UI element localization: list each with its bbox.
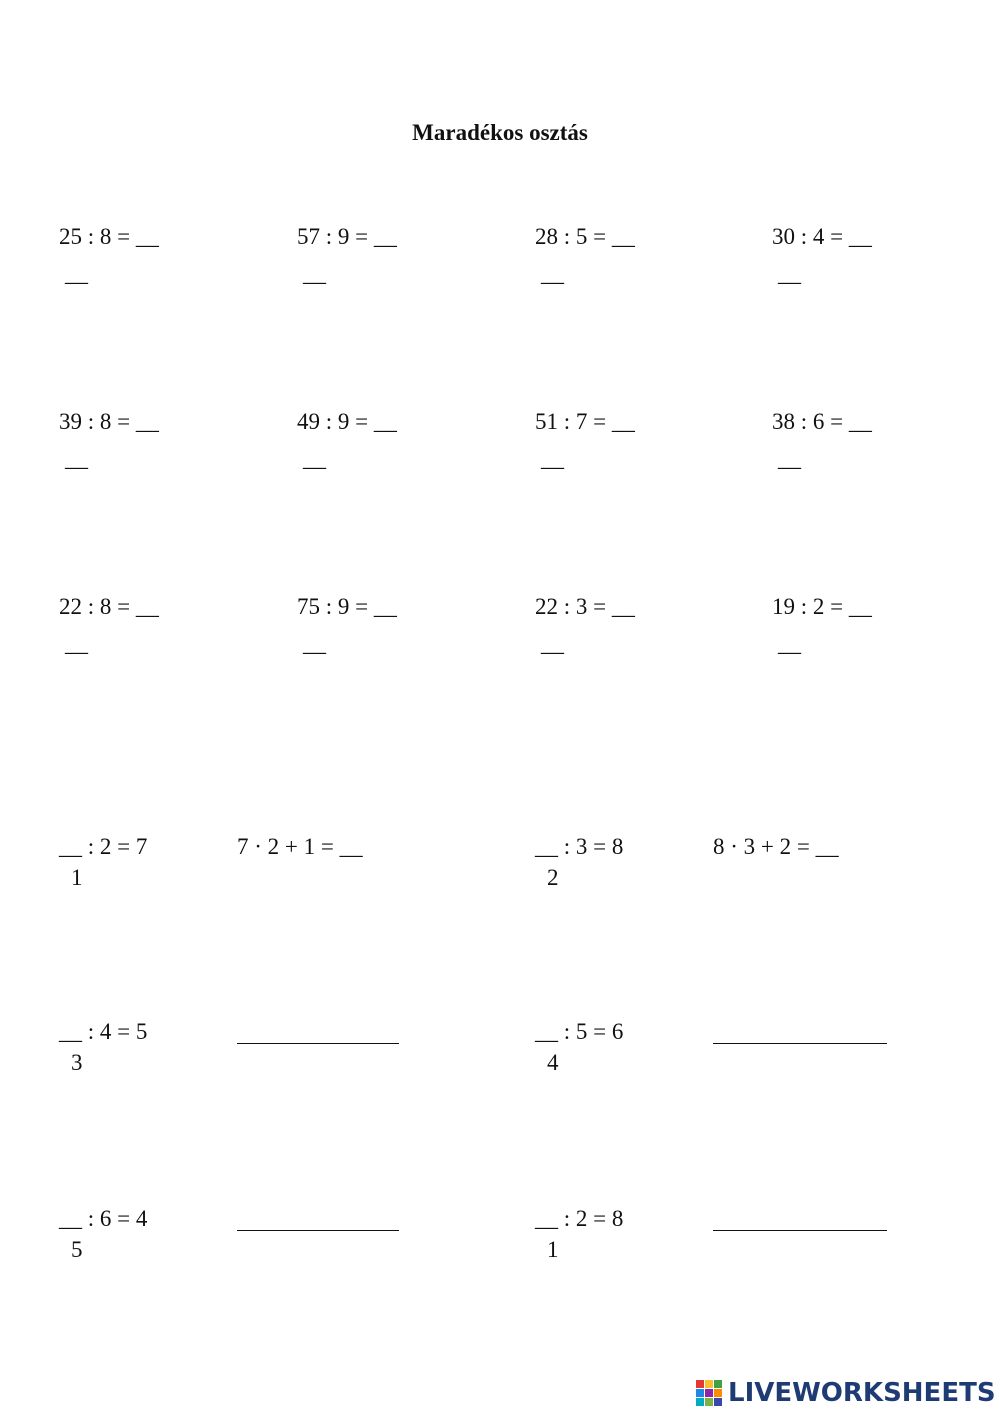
remainder-blank[interactable]: __ [303, 261, 326, 286]
exercise-text: : 2 = 8 [558, 1206, 624, 1231]
reverse-division-exercise [535, 835, 623, 858]
remainder-number: 2 [547, 865, 559, 890]
logo-tile [714, 1380, 722, 1388]
remainder-blank[interactable]: __ [65, 446, 88, 471]
division-exercise: 38 : 6 = __ [772, 409, 872, 434]
remainder-blank[interactable]: __ [303, 446, 326, 471]
remainder-blank[interactable]: __ [541, 446, 564, 471]
logo-tile [705, 1389, 713, 1397]
division-exercise: 30 : 4 = __ [772, 224, 872, 249]
reverse-division-exercise [535, 1020, 623, 1043]
exercise-text: : 6 = 4 [82, 1206, 148, 1231]
remainder-blank[interactable]: __ [65, 261, 88, 286]
remainder-blank[interactable]: __ [303, 631, 326, 656]
reverse-division-exercise [535, 1207, 623, 1230]
exercise-text: : 3 = 8 [558, 834, 624, 859]
check-answer-line[interactable] [237, 1043, 399, 1044]
reverse-division-exercise [59, 1207, 147, 1230]
exercise-text: : 5 = 6 [558, 1019, 624, 1044]
reverse-division-exercise [59, 1020, 147, 1043]
logo-tile [714, 1398, 722, 1406]
remainder-number: 1 [547, 1237, 559, 1262]
division-exercise: 28 : 5 = __ [535, 224, 635, 249]
dividend-blank[interactable]: __ [535, 834, 558, 859]
remainder-number: 1 [71, 865, 83, 890]
exercise-text: : 2 = 7 [82, 834, 148, 859]
division-exercise: 22 : 3 = __ [535, 594, 635, 619]
dividend-blank[interactable]: __ [535, 1206, 558, 1231]
remainder-blank[interactable]: __ [778, 631, 801, 656]
remainder-blank[interactable]: __ [541, 261, 564, 286]
division-exercise: 49 : 9 = __ [297, 409, 397, 434]
logo-tile [714, 1389, 722, 1397]
check-exercise[interactable]: 7 · 2 + 1 = __ [237, 834, 363, 859]
remainder-number: 3 [71, 1050, 83, 1075]
check-exercise[interactable]: 8 · 3 + 2 = __ [713, 834, 839, 859]
division-exercise: 19 : 2 = __ [772, 594, 872, 619]
remainder-blank[interactable]: __ [65, 631, 88, 656]
check-answer-line[interactable] [237, 1230, 399, 1231]
logo-tile [705, 1398, 713, 1406]
reverse-division-exercise [59, 835, 147, 858]
division-exercise: 75 : 9 = __ [297, 594, 397, 619]
division-exercise: 25 : 8 = __ [59, 224, 159, 249]
remainder-number: 5 [71, 1237, 83, 1262]
logo-tile [696, 1380, 704, 1388]
remainder-blank[interactable]: __ [778, 261, 801, 286]
division-exercise: 57 : 9 = __ [297, 224, 397, 249]
check-answer-line[interactable] [713, 1230, 887, 1231]
dividend-blank[interactable]: __ [535, 1019, 558, 1044]
dividend-blank[interactable]: __ [59, 834, 82, 859]
logo-tile [705, 1380, 713, 1388]
page-title: Maradékos osztás [412, 120, 588, 145]
liveworksheets-logo [696, 1378, 996, 1408]
remainder-blank[interactable]: __ [778, 446, 801, 471]
logo-grid-icon [696, 1380, 722, 1406]
logo-tile [696, 1389, 704, 1397]
remainder-number: 4 [547, 1050, 559, 1075]
dividend-blank[interactable]: __ [59, 1206, 82, 1231]
division-exercise: 39 : 8 = __ [59, 409, 159, 434]
division-exercise: 51 : 7 = __ [535, 409, 635, 434]
remainder-blank[interactable]: __ [541, 631, 564, 656]
exercise-text: : 4 = 5 [82, 1019, 148, 1044]
check-answer-line[interactable] [713, 1043, 887, 1044]
logo-tile [696, 1398, 704, 1406]
division-exercise: 22 : 8 = __ [59, 594, 159, 619]
brand-name: LIVEWORKSHEETS [728, 1378, 996, 1408]
dividend-blank[interactable]: __ [59, 1019, 82, 1044]
